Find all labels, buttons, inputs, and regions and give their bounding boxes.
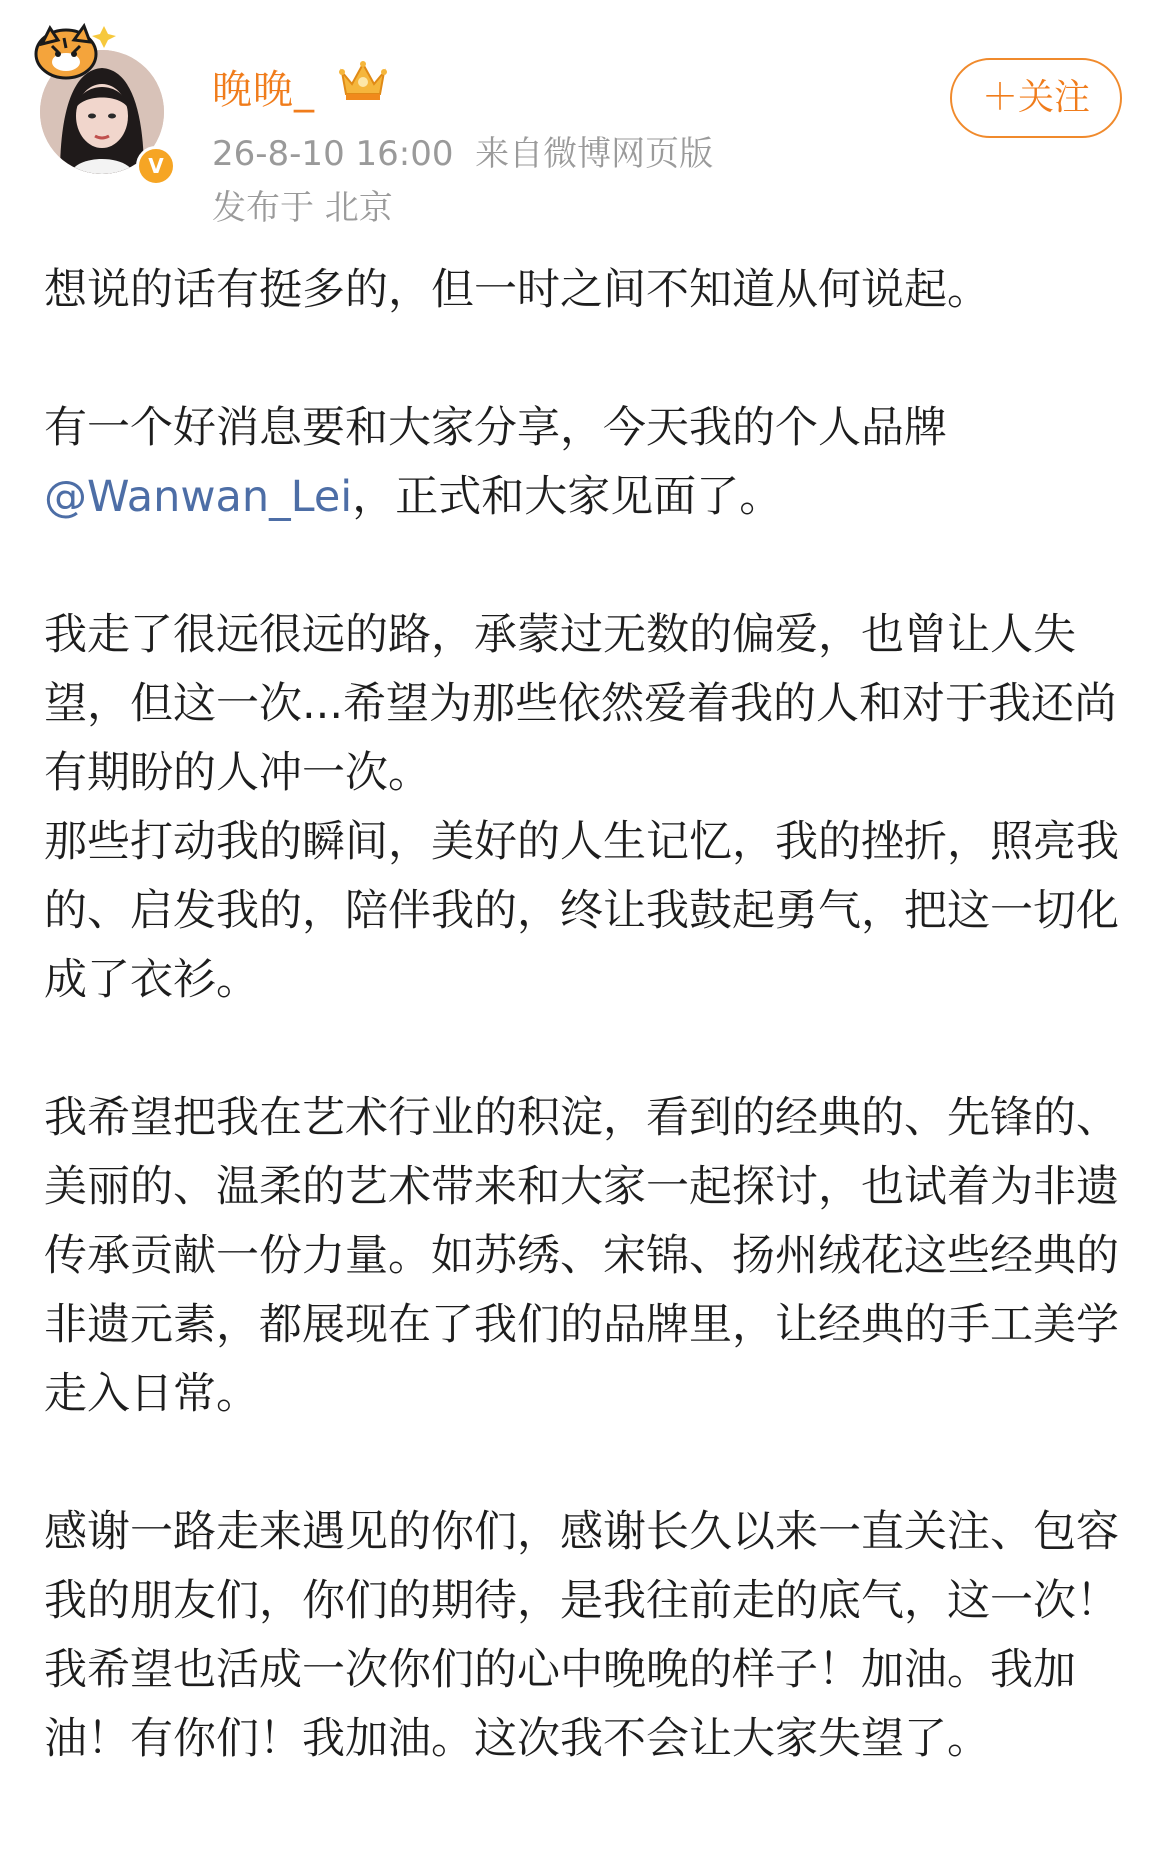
post-text: ，正式和大家见面了。 [352, 472, 783, 522]
post-source: 来自微博网页版 [475, 134, 714, 174]
post-header [0, 0, 1170, 230]
post-content [44, 256, 1134, 1774]
crown-icon [336, 58, 390, 104]
username[interactable]: 晚晚_ [212, 67, 315, 113]
mention-link[interactable]: @Wanwan_Lei [44, 472, 353, 522]
avatar[interactable] [28, 18, 178, 178]
post-paragraph: 我希望把我在艺术行业的积淀，看到的经典的、先锋的、美丽的、温柔的艺术带来和大家一起探讨，也试着为非遗传承贡献一份力量。如苏绣、宋锦、扬州绒花这些经典的非遗元素，都展现在了我们的品牌里，让经典的手工美学走入日常。 [44, 1093, 1119, 1419]
post-text: 有一个好消息要和大家分享，今天我的个人品牌 [44, 403, 947, 453]
tiger-avatar-pendant-icon [28, 18, 128, 88]
post-time: 26-8-10 16:00 [212, 134, 454, 174]
post-paragraph: 我走了很远很远的路，承蒙过无数的偏爱，也曾让人失望，但这一次...希望为那些依然爱着我的人和对于我还尚有期盼的人冲一次。 [44, 610, 1118, 798]
post-paragraph: 感谢一路走来遇见的你们，感谢长久以来一直关注、包容我的朋友们，你们的期待，是我往前走的底气，这一次！我希望也活成一次你们的心中晚晚的样子！加油。我加油！有你们！我加油。这次我不会让大家失望了。 [44, 1507, 1119, 1764]
post-location: 发布于 北京 [212, 188, 393, 228]
follow-button[interactable]: ＋关注 [950, 58, 1122, 138]
verified-badge-icon: V [136, 146, 176, 186]
post-meta [212, 126, 713, 175]
post-paragraph: 想说的话有挺多的，但一时之间不知道从何说起。 [44, 265, 990, 315]
post-paragraph: 那些打动我的瞬间，美好的人生记忆，我的挫折，照亮我的、启发我的，陪伴我的，终让我鼓起勇气，把这一切化成了衣衫。 [44, 817, 1119, 1005]
post-paragraph [44, 394, 1134, 532]
